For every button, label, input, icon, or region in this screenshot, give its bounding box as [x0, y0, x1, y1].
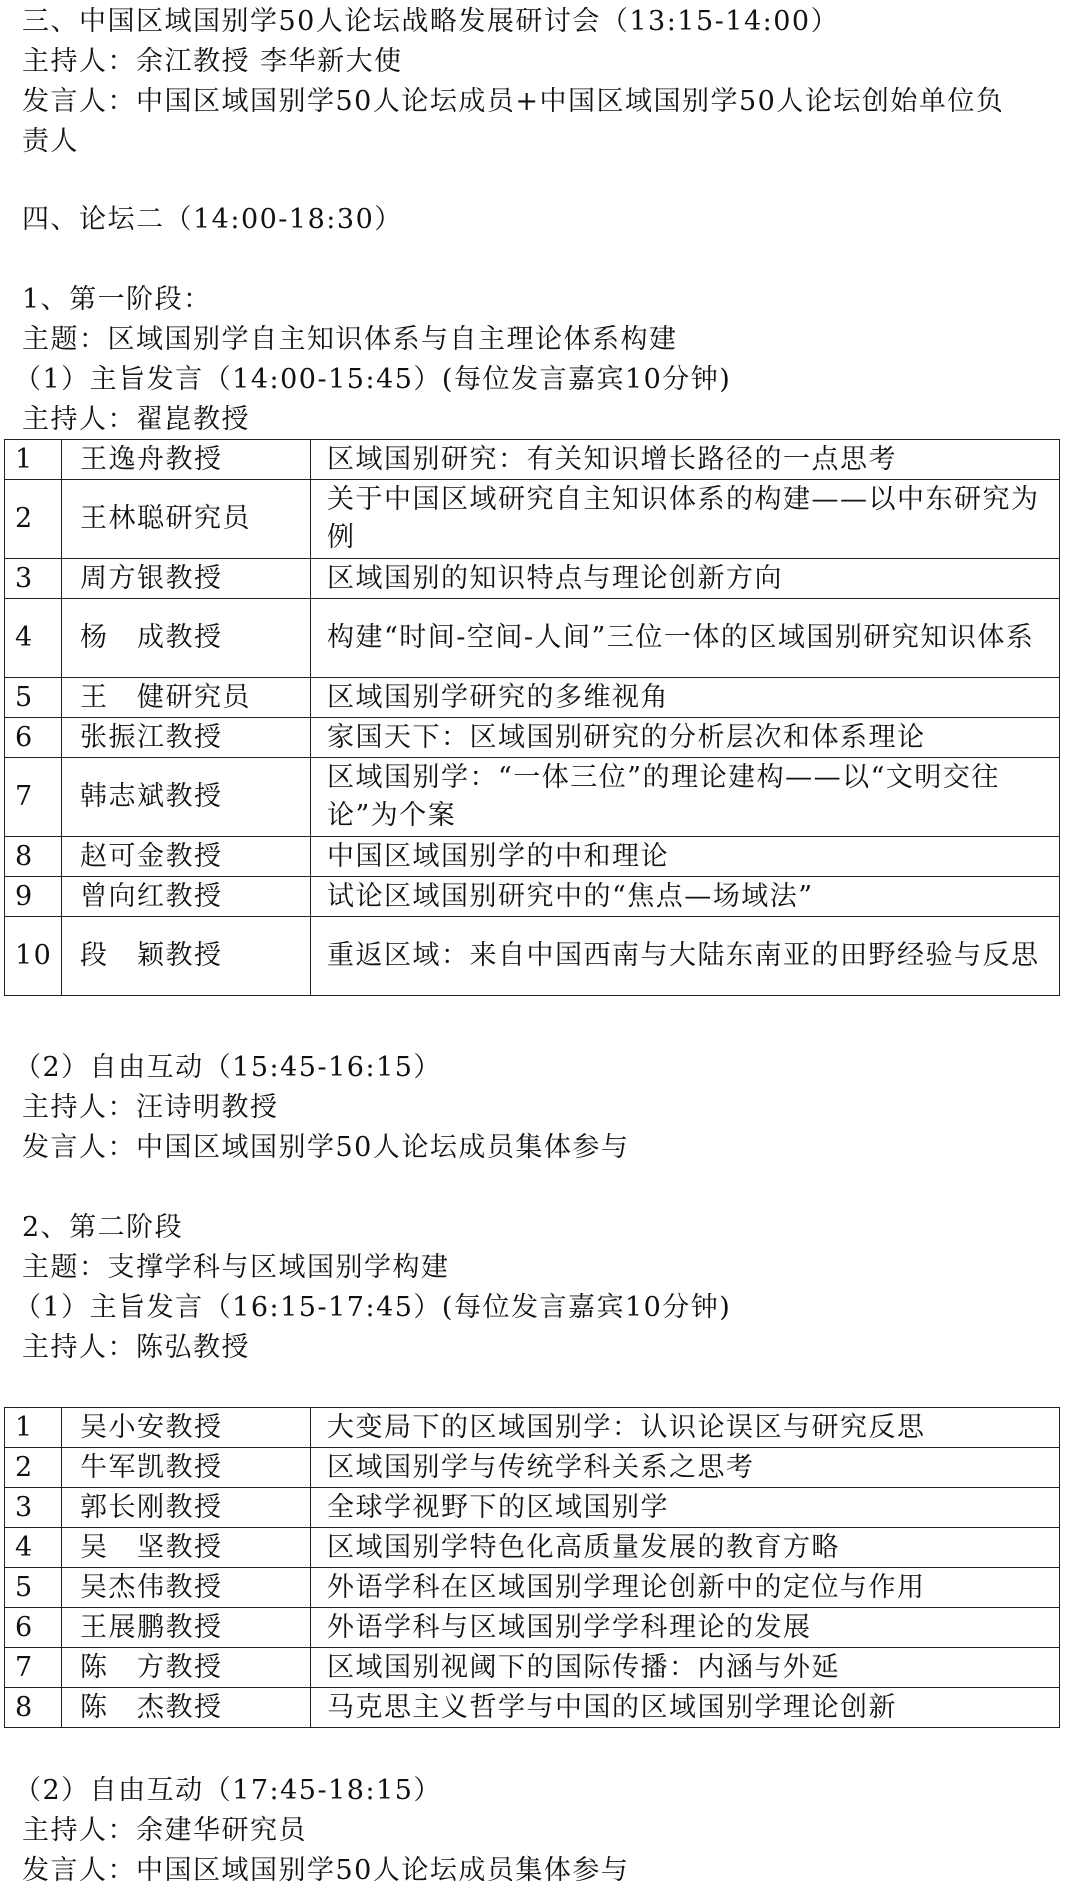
- speech-topic: 区域国别研究：有关知识增长路径的一点思考: [311, 440, 1060, 480]
- speaker-name: 王逸舟教授: [62, 440, 311, 480]
- row-number: 1: [5, 1408, 62, 1448]
- speaker-name: 陈 杰教授: [62, 1688, 311, 1728]
- section3-host: 主持人：余江教授 李华新大使: [22, 46, 403, 77]
- row-number: 5: [5, 678, 62, 718]
- speaker-name: 曾向红教授: [62, 877, 311, 917]
- speaker-name: 段 颖教授: [62, 917, 311, 996]
- speech-topic: 区域国别的知识特点与理论创新方向: [311, 559, 1060, 599]
- stage1-speaker-table: [4, 439, 1060, 996]
- stage1-theme: 主题：区域国别学自主知识体系与自主理论体系构建: [22, 324, 678, 355]
- speech-topic: 区域国别学特色化高质量发展的教育方略: [311, 1528, 1060, 1568]
- stage1-free-interaction: （2）自由互动（15:45-16:15）: [14, 1052, 442, 1083]
- speaker-name: 吴小安教授: [62, 1408, 311, 1448]
- table-row: [5, 718, 1060, 758]
- table-row: [5, 837, 1060, 877]
- row-number: 5: [5, 1568, 62, 1608]
- table-row: [5, 1448, 1060, 1488]
- table-row: [5, 1608, 1060, 1648]
- speech-topic: 全球学视野下的区域国别学: [311, 1488, 1060, 1528]
- table-row: [5, 1488, 1060, 1528]
- speaker-name: 张振江教授: [62, 718, 311, 758]
- speaker-name: 王林聪研究员: [62, 480, 311, 559]
- stage2-free-host: 主持人：余建华研究员: [22, 1815, 307, 1846]
- speaker-name: 吴杰伟教授: [62, 1568, 311, 1608]
- row-number: 6: [5, 718, 62, 758]
- row-number: 2: [5, 1448, 62, 1488]
- row-number: 3: [5, 559, 62, 599]
- stage2-theme: 主题：支撑学科与区域国别学构建: [22, 1252, 450, 1283]
- table-row: [5, 559, 1060, 599]
- stage2-free-interaction: （2）自由互动（17:45-18:15）: [14, 1775, 442, 1806]
- speech-topic: 区域国别视阈下的国际传播：内涵与外延: [311, 1648, 1060, 1688]
- table-row: [5, 1568, 1060, 1608]
- table-row: [5, 877, 1060, 917]
- table-row: [5, 1408, 1060, 1448]
- table-row: [5, 440, 1060, 480]
- row-number: 8: [5, 837, 62, 877]
- table-row: [5, 678, 1060, 718]
- row-number: 3: [5, 1488, 62, 1528]
- row-number: 1: [5, 440, 62, 480]
- stage2-heading: 2、第二阶段: [22, 1212, 184, 1243]
- section3-title: 三、中国区域国别学50人论坛战略发展研讨会（13:15-14:00）: [22, 6, 840, 37]
- speech-topic: 区域国别学研究的多维视角: [311, 678, 1060, 718]
- speaker-name: 杨 成教授: [62, 599, 311, 678]
- speech-topic: 区域国别学：“一体三位”的理论建构——以“文明交往论”为个案: [311, 758, 1060, 837]
- stage2-keynote: （1）主旨发言（16:15-17:45）(每位发言嘉宾10分钟): [14, 1292, 732, 1323]
- table-row: [5, 599, 1060, 678]
- section3-speakers-line2: 责人: [22, 126, 79, 157]
- row-number: 9: [5, 877, 62, 917]
- section4-title: 四、论坛二（14:00-18:30）: [22, 204, 403, 235]
- stage2-free-speakers: 发言人：中国区域国别学50人论坛成员集体参与: [22, 1855, 630, 1886]
- section3-speakers-line1: 发言人：中国区域国别学50人论坛成员+中国区域国别学50人论坛创始单位负: [22, 86, 1005, 117]
- stage2-host: 主持人：陈弘教授: [22, 1332, 250, 1363]
- stage1-keynote: （1）主旨发言（14:00-15:45）(每位发言嘉宾10分钟): [14, 364, 732, 395]
- stage1-host: 主持人：翟崑教授: [22, 404, 250, 435]
- row-number: 10: [5, 917, 62, 996]
- speech-topic: 外语学科与区域国别学学科理论的发展: [311, 1608, 1060, 1648]
- row-number: 4: [5, 599, 62, 678]
- speech-topic: 关于中国区域研究自主知识体系的构建——以中东研究为例: [311, 480, 1060, 559]
- row-number: 7: [5, 758, 62, 837]
- speaker-name: 陈 方教授: [62, 1648, 311, 1688]
- row-number: 8: [5, 1688, 62, 1728]
- table-row: [5, 917, 1060, 996]
- table-row: [5, 1688, 1060, 1728]
- speech-topic: 试论区域国别研究中的“焦点—场域法”: [311, 877, 1060, 917]
- speaker-name: 吴 坚教授: [62, 1528, 311, 1568]
- speaker-name: 王展鹏教授: [62, 1608, 311, 1648]
- speech-topic: 外语学科在区域国别学理论创新中的定位与作用: [311, 1568, 1060, 1608]
- speech-topic: 家国天下：区域国别研究的分析层次和体系理论: [311, 718, 1060, 758]
- speaker-name: 周方银教授: [62, 559, 311, 599]
- speech-topic: 构建“时间-空间-人间”三位一体的区域国别研究知识体系: [311, 599, 1060, 678]
- speaker-name: 牛军凯教授: [62, 1448, 311, 1488]
- table-row: [5, 480, 1060, 559]
- stage2-speaker-table: [4, 1407, 1060, 1728]
- speaker-name: 郭长刚教授: [62, 1488, 311, 1528]
- table-row: [5, 1528, 1060, 1568]
- row-number: 6: [5, 1608, 62, 1648]
- speaker-name: 王 健研究员: [62, 678, 311, 718]
- table-row: [5, 1648, 1060, 1688]
- row-number: 4: [5, 1528, 62, 1568]
- speech-topic: 中国区域国别学的中和理论: [311, 837, 1060, 877]
- speaker-name: 韩志斌教授: [62, 758, 311, 837]
- stage1-free-host: 主持人：汪诗明教授: [22, 1092, 279, 1123]
- speech-topic: 区域国别学与传统学科关系之思考: [311, 1448, 1060, 1488]
- speech-topic: 马克思主义哲学与中国的区域国别学理论创新: [311, 1688, 1060, 1728]
- table-row: [5, 758, 1060, 837]
- speech-topic: 大变局下的区域国别学：认识论误区与研究反思: [311, 1408, 1060, 1448]
- speaker-name: 赵可金教授: [62, 837, 311, 877]
- speech-topic: 重返区域：来自中国西南与大陆东南亚的田野经验与反思: [311, 917, 1060, 996]
- row-number: 2: [5, 480, 62, 559]
- stage1-free-speakers: 发言人：中国区域国别学50人论坛成员集体参与: [22, 1132, 630, 1163]
- row-number: 7: [5, 1648, 62, 1688]
- stage1-heading: 1、第一阶段：: [22, 284, 212, 315]
